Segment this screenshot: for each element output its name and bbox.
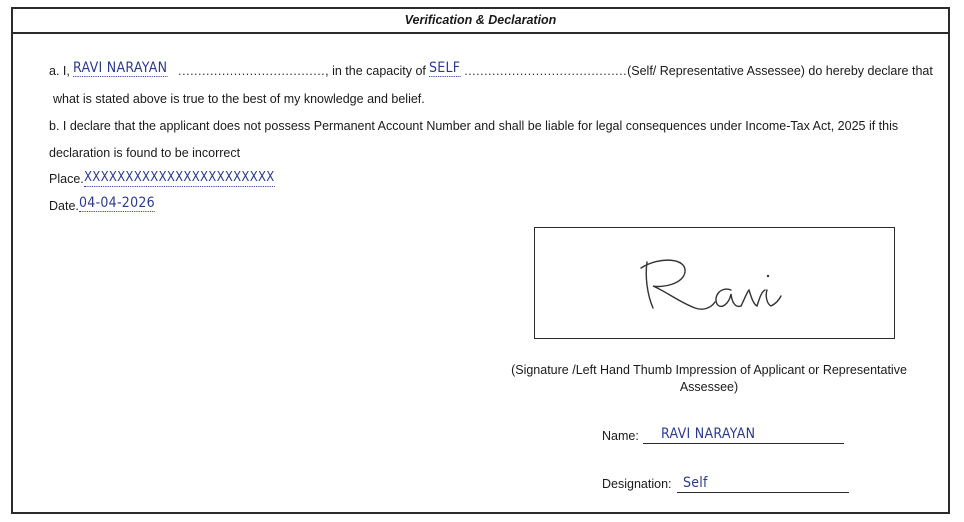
- section-title: Verification & Declaration: [13, 9, 948, 34]
- signature-caption-line2: Assessee): [679, 380, 739, 394]
- declaration-b-line2: declaration is found to be incorrect: [49, 146, 241, 160]
- name-label: Name:: [602, 429, 639, 443]
- place-label: Place.: [49, 172, 84, 186]
- declarant-name: RAVI NARAYAN: [73, 60, 168, 76]
- declaration-b-line1: b. I declare that the applicant does not possess Permanent Account Number and shall be liable for legal consequences under Income-Tax Act, 2025 if this: [49, 119, 899, 133]
- designation-label: Designation:: [602, 477, 672, 491]
- date-label: Date.: [49, 199, 79, 213]
- declaration-a-mid: , in the capacity of: [325, 64, 426, 78]
- name-field: [643, 423, 844, 444]
- designation-field: [677, 472, 849, 493]
- fill-dots: .........................................: [464, 64, 628, 78]
- place-value: XXXXXXXXXXXXXXXXXXXXXXX: [83, 170, 275, 185]
- place-row: [49, 171, 295, 189]
- fill-dots: .....................................: [178, 64, 326, 78]
- date-value: 04-04-2026: [78, 195, 155, 211]
- declaration-a-prefix: a. I,: [49, 64, 70, 78]
- declaration-a-line2: what is stated above is true to the best of my knowledge and belief.: [53, 92, 425, 106]
- declaration-a-suffix: (Self/ Representative Assessee) do hereby declare that: [627, 64, 933, 78]
- handwritten-signature: [535, 228, 896, 340]
- date-row: [49, 195, 163, 215]
- signature-caption: [500, 362, 918, 396]
- capacity-value: SELF: [429, 60, 461, 76]
- designation-value: Self: [683, 475, 708, 491]
- name-value: RAVI NARAYAN: [661, 426, 756, 442]
- declaration-line-a: [49, 60, 933, 80]
- signature-box: [534, 227, 895, 339]
- signature-dot: [767, 275, 769, 277]
- signature-caption-line1: (Signature /Left Hand Thumb Impression of Applicant or Representative: [511, 363, 907, 377]
